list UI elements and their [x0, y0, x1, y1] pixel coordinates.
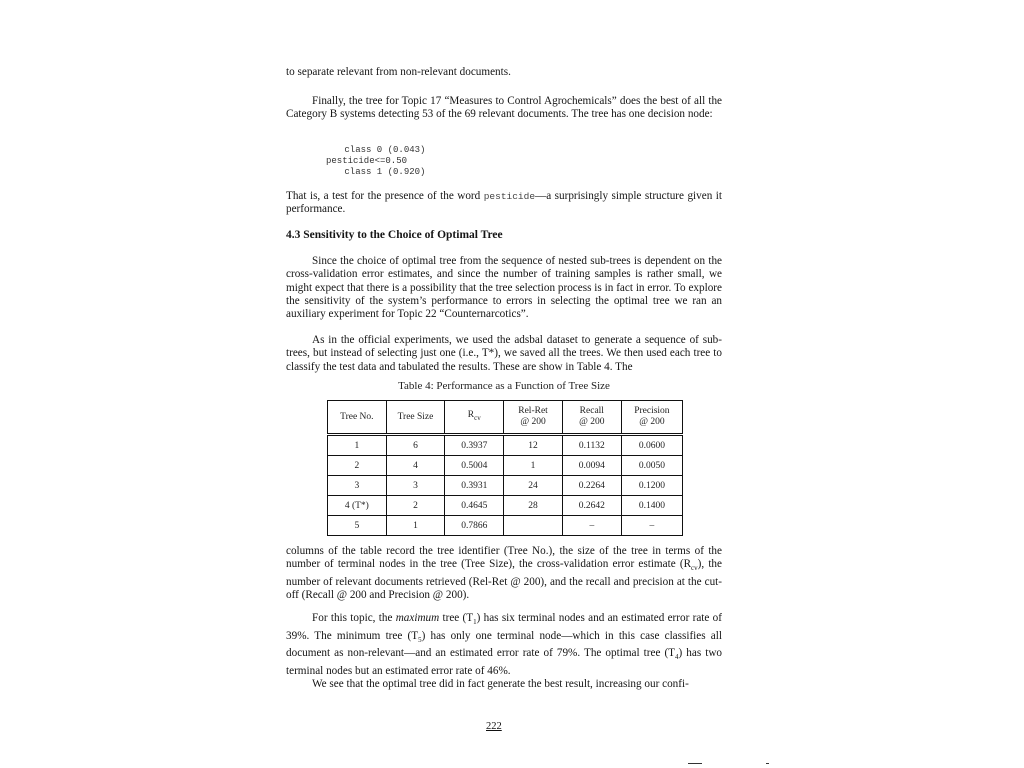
- paragraph-2-after: —a surprisingly simple structure given it performance.: [286, 190, 722, 216]
- table-row: [328, 476, 683, 496]
- paragraph-2: [286, 190, 722, 217]
- scan-artifact-mark: [766, 763, 769, 764]
- cell-precision: 0.0050: [621, 456, 682, 476]
- scan-artifact-mark: [688, 763, 702, 764]
- header-precision-line1: Precision: [634, 406, 670, 416]
- table-row: [328, 516, 683, 536]
- paragraph-1: Finally, the tree for Topic 17 “Measures to Control Agrochemicals” does the best of all the Category B systems detecting 53 of the 69 relevant documents. The tree has one decision node:: [286, 95, 722, 121]
- inline-code-word: pesticide: [483, 191, 536, 202]
- cell-tree-no: 3: [328, 476, 387, 496]
- header-tree-size: Tree Size: [386, 401, 445, 435]
- cell-tree-no: 1: [328, 435, 387, 456]
- cell-recall: 0.2642: [562, 496, 621, 516]
- header-tree-no: Tree No.: [328, 401, 387, 435]
- paragraph-6-emphasis: maximum: [395, 612, 440, 624]
- section-heading: 4.3 Sensitivity to the Choice of Optimal Tree: [286, 229, 503, 241]
- cell-rcv: 0.3931: [445, 476, 504, 496]
- cell-precision: 0.1200: [621, 476, 682, 496]
- paragraph-6: [286, 612, 722, 678]
- cell-rcv: 0.5004: [445, 456, 504, 476]
- cell-tree-size: 1: [386, 516, 445, 536]
- cell-recall: –: [562, 516, 621, 536]
- cell-rcv: 0.3937: [445, 435, 504, 456]
- cell-relret: 12: [504, 435, 563, 456]
- table-header-row: [328, 401, 683, 435]
- paragraph-2-before: That is, a test for the presence of the word: [286, 190, 484, 202]
- paragraph-0: to separate relevant from non-relevant documents.: [286, 66, 511, 78]
- cell-recall: 0.0094: [562, 456, 621, 476]
- performance-table: [327, 400, 683, 536]
- table-caption: Table 4: Performance as a Function of Tree Size: [398, 380, 610, 392]
- cell-rcv: 0.7866: [445, 516, 504, 536]
- header-precision: [621, 401, 682, 435]
- cell-tree-no: 5: [328, 516, 387, 536]
- cell-relret: [504, 516, 563, 536]
- paragraph-6-sub-1: 1: [473, 618, 477, 627]
- cell-relret: 1: [504, 456, 563, 476]
- cell-precision: 0.1400: [621, 496, 682, 516]
- header-recall-line1: Recall: [579, 406, 604, 416]
- paragraph-4: As in the official experiments, we used the adsbal dataset to generate a sequence of sub-trees, but instead of selecting just one (i.e., T*), we saved all the trees. We then used each tree to classify the test data and tabulated the results. These are show in Table 4. The: [286, 334, 722, 373]
- cell-relret: 28: [504, 496, 563, 516]
- paragraph-5-sub: cv: [691, 564, 698, 573]
- cell-precision: –: [621, 516, 682, 536]
- cell-tree-size: 4: [386, 456, 445, 476]
- paragraph-6-part-c: ) has six terminal nodes and an estimated error rate of 39%. The minimum tree (T: [286, 612, 722, 642]
- paragraph-5-part-a: columns of the table record the tree identifier (Tree No.), the size of the tree in terms of the number of terminal nodes in the tree (Tree Size), the cross-validation error estimate (R: [286, 545, 722, 571]
- paragraph-6-part-e: ) has two terminal nodes but an estimated error rate of 46%.: [286, 647, 722, 677]
- page-number: 222: [486, 721, 502, 732]
- header-recall: [562, 401, 621, 435]
- code-line-3: class 1 (0.920): [312, 167, 426, 177]
- header-relret-line2: @ 200: [520, 417, 546, 427]
- cell-relret: 24: [504, 476, 563, 496]
- header-relret-line1: Rel-Ret: [518, 406, 548, 416]
- header-rcv-main: R: [467, 410, 475, 421]
- paragraph-6-part-a: For this topic, the: [312, 612, 396, 624]
- paragraph-6-sub-3: 4: [675, 653, 679, 662]
- header-recall-line2: @ 200: [579, 417, 605, 427]
- cell-recall: 0.2264: [562, 476, 621, 496]
- header-relret: [504, 401, 563, 435]
- paragraph-5: [286, 545, 722, 602]
- header-rcv-sub: cv: [474, 413, 481, 422]
- cell-rcv: 0.4645: [445, 496, 504, 516]
- paragraph-5-part-b: ), the number of relevant documents retrieved (Rel-Ret @ 200), and the recall and precision at the cut-off (Recall @ 200 and Precision @ 200).: [286, 558, 722, 602]
- cell-recall: 0.1132: [562, 435, 621, 456]
- paragraph-6-sub-2: 5: [418, 635, 422, 644]
- cell-precision: 0.0600: [621, 435, 682, 456]
- paragraph-7: We see that the optimal tree did in fact generate the best result, increasing our confi-: [312, 678, 689, 690]
- code-line-2: pesticide<=0.50: [326, 156, 408, 166]
- table-row: [328, 496, 683, 516]
- cell-tree-size: 6: [386, 435, 445, 456]
- table-row: [328, 456, 683, 476]
- cell-tree-size: 3: [386, 476, 445, 496]
- header-rcv: [445, 401, 504, 435]
- header-precision-line2: @ 200: [639, 417, 665, 427]
- cell-tree-no: 2: [328, 456, 387, 476]
- code-line-1: class 0 (0.043): [312, 145, 426, 155]
- cell-tree-no: 4 (T*): [328, 496, 387, 516]
- paragraph-3: Since the choice of optimal tree from the sequence of nested sub-trees is dependent on the cross-validation error estimates, and since the number of training samples is rather small, we might expect that there is a possibility that the tree selection process is in fact in error. To explore the sensitivity of the system’s performance to errors in selecting the optimal tree we ran an auxiliary experiment for Topic 22 “Counternarcotics”.: [286, 255, 722, 321]
- table-row: [328, 435, 683, 456]
- cell-tree-size: 2: [386, 496, 445, 516]
- paragraph-6-part-d: ) has only one terminal node—which in this case classifies all document as non-relevant—and an estimated error rate of 79%. The optimal tree (T: [286, 629, 722, 660]
- paragraph-6-part-b: tree (T: [439, 612, 474, 624]
